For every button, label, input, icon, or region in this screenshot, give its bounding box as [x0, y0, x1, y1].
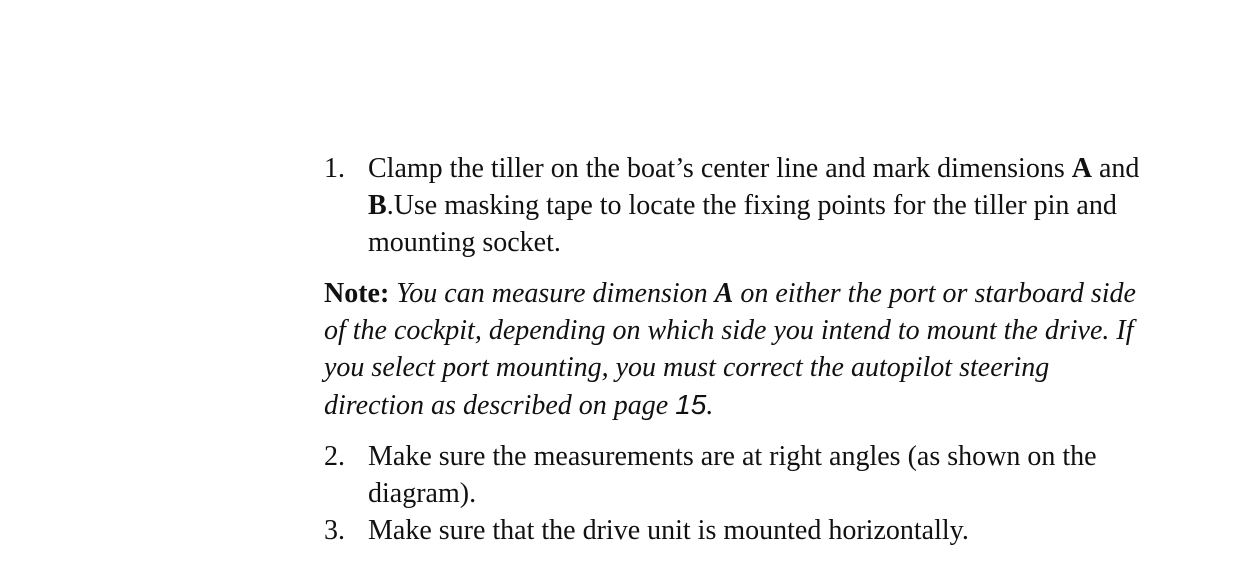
- step-text: [368, 150, 1144, 261]
- step-text-segment: Clamp the tiller on the boat’s center line and mark dimensions: [368, 153, 1072, 184]
- step-number: 1.: [324, 153, 345, 184]
- step-text-segment: .Use masking tape to locate the fixing points for the tiller pin and mounting socket.: [368, 190, 1117, 258]
- note-text: You can measure dimension: [389, 278, 715, 309]
- note-text: on either the port or starboard side of the cockpit, depending on which side you intend to mount the drive. If you select port mounting, you must correct the autopilot steering direction as described on page: [324, 278, 1136, 421]
- step-number: 2.: [324, 441, 345, 472]
- note-paragraph: [324, 275, 1144, 424]
- dimension-a-label: A: [1071, 153, 1092, 184]
- step-text: Make sure the measurements are at right angles (as shown on the diagram).: [368, 441, 1097, 509]
- step-item-2: [324, 438, 1144, 512]
- page-reference-link[interactable]: 15: [675, 389, 707, 420]
- note-dimension-a: A: [714, 278, 734, 309]
- step-text-segment: and: [1091, 153, 1140, 184]
- dimension-b-label: B: [368, 190, 387, 221]
- step-item-1: [324, 150, 1144, 261]
- note-end: .: [706, 390, 714, 421]
- step-text: Make sure that the drive unit is mounted horizontally.: [368, 515, 969, 546]
- instruction-section: [324, 150, 1144, 549]
- step-number: 3.: [324, 515, 345, 546]
- step-item-3: [324, 512, 1144, 549]
- note-label: Note:: [324, 278, 390, 309]
